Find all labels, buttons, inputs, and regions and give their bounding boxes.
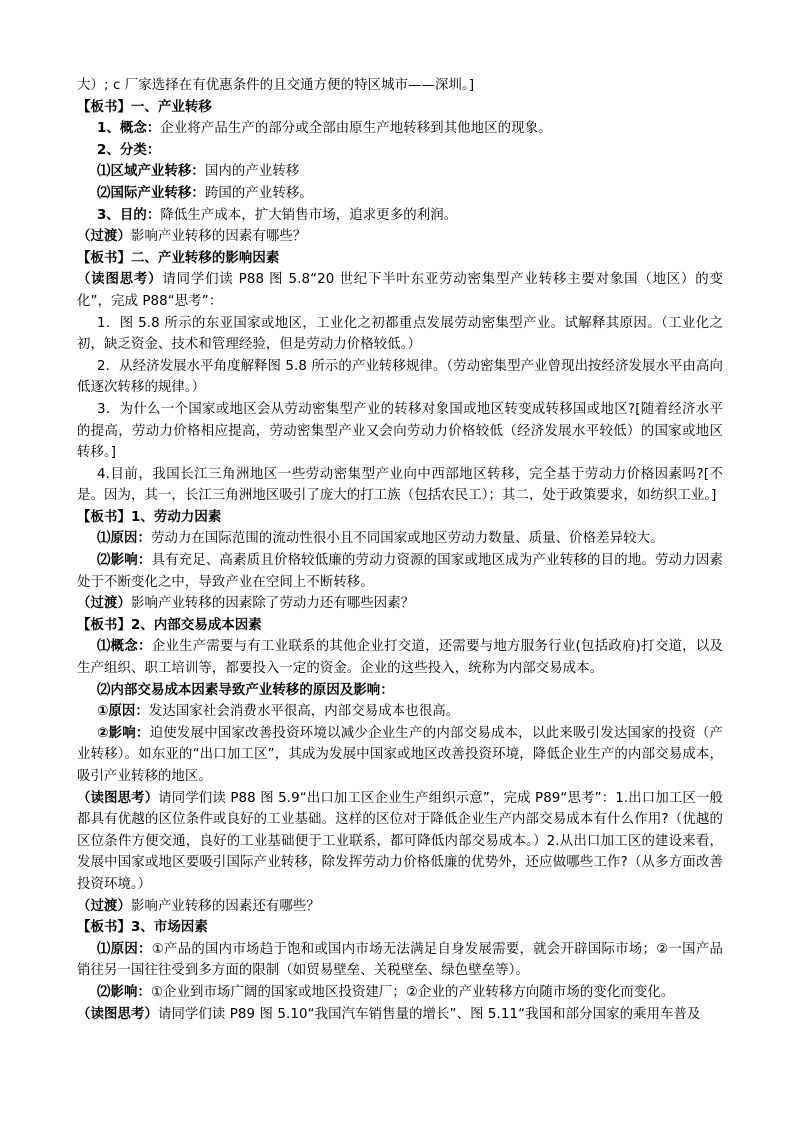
para-concept: 1、概念：企业将产品生产的部分或全部由原生产地转移到其他地区的现象。 — [97, 121, 552, 137]
para-cost-reason: ①原因：发达国家社会消费水平很高，内部交易成本也很高。 — [97, 704, 460, 720]
para-international-transfer: ⑵国际产业转移：跨国的产业转移。 — [97, 185, 313, 201]
para-cost-subheading: ⑵内部交易成本因素导致产业转移的原因及影响： — [97, 682, 394, 698]
para-question-1: 1．图 5.8 所示的东亚国家或地区，工业化之初都重点发展劳动密集型产业。试解释其原因。（工业化之初，缺乏资金、技术和管理经验，但是劳动力价格较低。） — [77, 315, 723, 353]
para-market-reason: ⑴原因：①产品的国内市场趋于饱和或国内市场无法满足自身发展需要，就会开辟国际市场；②一国产品销往另一国往往受到多方面的限制（如贸易壁垒、关税壁垒、绿色壁垒等）。 — [77, 941, 723, 979]
document-page — [77, 75, 723, 1025]
para-cost-effect: ②影响：迫使发展中国家改善投资环境以减少企业生产的内部交易成本，以此来吸引发达国家的投资（产业转移）。如东亚的“出口加工区”，其成为发展中国家或地区改善投资环境，降低企业生产的内部交易成本，吸引产业转移的地区。 — [77, 725, 723, 784]
heading-industry-transfer: 【板书】一、产业转移 — [77, 99, 212, 115]
para-question-3: 3．为什么一个国家或地区会从劳动密集型产业的转移对象国或地区转变成转移国或地区?[随着经济水平的提高，劳动力价格相应提高，劳动密集型产业又会向劳动力价格较低（经济发展水平较低）的国家或地区转移。] — [77, 401, 723, 461]
para-transition-1: （过渡）影响产业转移的因素有哪些？ — [77, 229, 307, 245]
para-reading-1: （读图思考）请同学们读 P88 图 5.8“20 世纪下半叶东亚劳动密集型产业转移主要对象国（地区）的变化”，完成 P88“思考”： — [77, 272, 723, 309]
para-labor-effect: ⑵影响：具有充足、高素质且价格较低廉的劳动力资源的国家或地区成为产业转移的目的地。劳动力因素处于不断变化之中，导致产业在空间上不断转移。 — [77, 553, 723, 590]
para-question-2: 2．从经济发展水平角度解释图 5.8 所示的产业转移规律。（劳动密集型产业曾现出按经济发展水平由高向低逐次转移的规律。） — [77, 358, 723, 396]
para-transition-2: （过渡）影响产业转移的因素除了劳动力还有哪些因素？ — [77, 596, 415, 612]
heading-labor: 【板书】1、劳动力因素 — [77, 509, 222, 525]
para-reading-3: （读图思考）请同学们读 P89 图 5.10“我国汽车销售量的增长”、图 5.11“我国和部分国家的乘用车普及 — [77, 1006, 701, 1022]
heading-market: 【板书】3、市场因素 — [77, 920, 208, 936]
para-cost-concept: ⑴概念：企业生产需要与有工业联系的其他企业打交道，还需要与地方服务行业(包括政府)打交道，以及生产组织、职工培训等，都要投入一定的资金。企业的这些投入，统称为内部交易成本。 — [77, 639, 723, 677]
para-question-4: 4.目前，我国长江三角洲地区一些劳动密集型产业向中西部地区转移，完全基于劳动力价格因素吗?[不是。因为，其一，长江三角洲地区吸引了庞大的打工族（包括农民工）；其二，处于政策要求，如纺织工业。] — [77, 466, 723, 504]
para-regional-transfer: ⑴区域产业转移：国内的产业转移 — [97, 164, 300, 180]
para-0: 大）; c 厂家选择在有优惠条件的且交通方便的特区城市——深圳。] — [77, 78, 475, 93]
para-transition-3: （过渡）影响产业转移的因素还有哪些？ — [77, 898, 320, 914]
heading-transaction-cost: 【板书】2、内部交易成本因素 — [77, 617, 262, 633]
para-reading-2: （读图思考）请同学们读 P88 图 5.9“出口加工区企业生产组织示意”，完成 P89“思考”：1.出口加工区一般都具有优越的区位条件或良好的工业基础。这样的区位对于降低企业生产内部交易成本有什么作用?（优越的区位条件方便交通，良好的工业基础便于工业联系，都可降低内部交易成本。）2.从出口加工区的建设来看，发展中国家或地区要吸引国际产业转移，除发挥劳动力价格低廉的优势外，还应做哪些工作?（从多方面改善投资环境。） — [77, 790, 724, 892]
heading-factors: 【板书】二、产业转移的影响因素 — [77, 250, 280, 266]
para-market-effect: ⑵影响：①企业到市场广阔的国家或地区投资建厂；②企业的产业转移方向随市场的变化而变化。 — [97, 984, 675, 1000]
para-purpose: 3、目的：降低生产成本，扩大销售市场，追求更多的利润。 — [97, 207, 458, 223]
para-labor-reason: ⑴原因：劳动力在国际范围的流动性很小且不同国家或地区劳动力数量、质量、价格差异较大。 — [97, 531, 664, 547]
para-classification: 2、分类： — [97, 142, 161, 158]
